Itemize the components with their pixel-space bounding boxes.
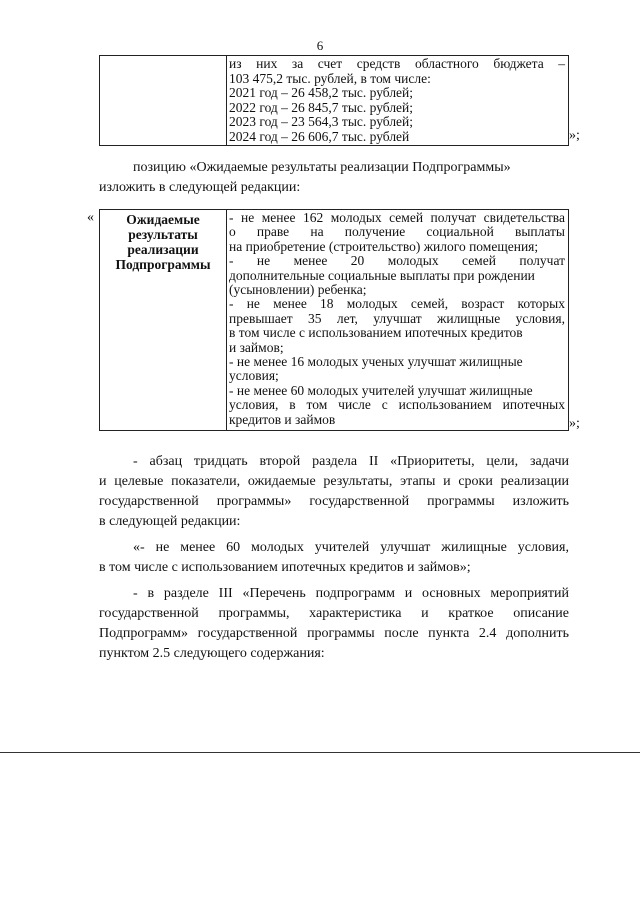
funding-line: 2022 год – 26 845,7 тыс. рублей; [229,99,414,115]
expected-results-text-cell: - не менее 162 молодых семей получат свидетельства о праве на получение социальной выплаты на приобретение (строительство) жилого помещения; - не менее 20 молодых семей получат дополнительные социальные выплаты при рождении (усыновлении) ребенка; - не менее 18 молодых семей, возраст которых превышает 35 лет, улучшат жилищные условия, в том числе с использованием ипотечных кредитов и займов; - не менее 16 молодых ученых улучшат жилищные условия; - не менее 60 молодых учителей улучшат жилищные условия, в том числе с использованием ипотечных кредитов и займов [227,210,569,431]
closing-quote-mark: »; [569,416,580,431]
page-bottom-rule [0,752,640,753]
funding-line: из них за счет средств областного бюджета – [229,56,565,71]
funding-line: 103 475,2 тыс. рублей, в том числе: [229,70,431,86]
expected-results-header-cell: Ожидаемые результаты реализации Подпрограммы [100,210,227,431]
paragraph-section-two: - абзац тридцать второй раздела II «Приоритеты, цели, задачи и целевые показатели, ожидаемые результаты, этапы и сроки реализации государственной программы» государственной программы изложить в следующей редакции: [99,454,569,529]
page-number: 6 [316,38,324,53]
closing-quote-mark: »; [569,128,580,143]
funding-table-label-cell [100,56,227,146]
funding-table-value-cell [227,56,569,146]
funding-line: 2021 год – 26 458,2 тыс. рублей; [229,85,414,101]
funding-line: 2024 год – 26 606,7 тыс. рублей [229,128,410,144]
opening-quote-mark: « [87,210,94,225]
funding-table [99,55,569,146]
paragraph-quoted-result: «- не менее 60 молодых учителей улучшат жилищные условия, в том числе с использованием ипотечных кредитов и займов»; [99,540,569,575]
expected-results-table [99,209,569,431]
paragraph-position-intro: позицию «Ожидаемые результаты реализации Подпрограммы» изложить в следующей редакции: [99,160,511,195]
funding-line: 2023 год – 23 564,3 тыс. рублей; [229,114,414,130]
paragraph-section-three: - в разделе III «Перечень подпрограмм и основных мероприятий государственной программы, характеристика и краткое описание Подпрограмм» государственной программы после пункта 2.4 дополнить пунктом 2.5 следующего содержания: [99,586,569,661]
